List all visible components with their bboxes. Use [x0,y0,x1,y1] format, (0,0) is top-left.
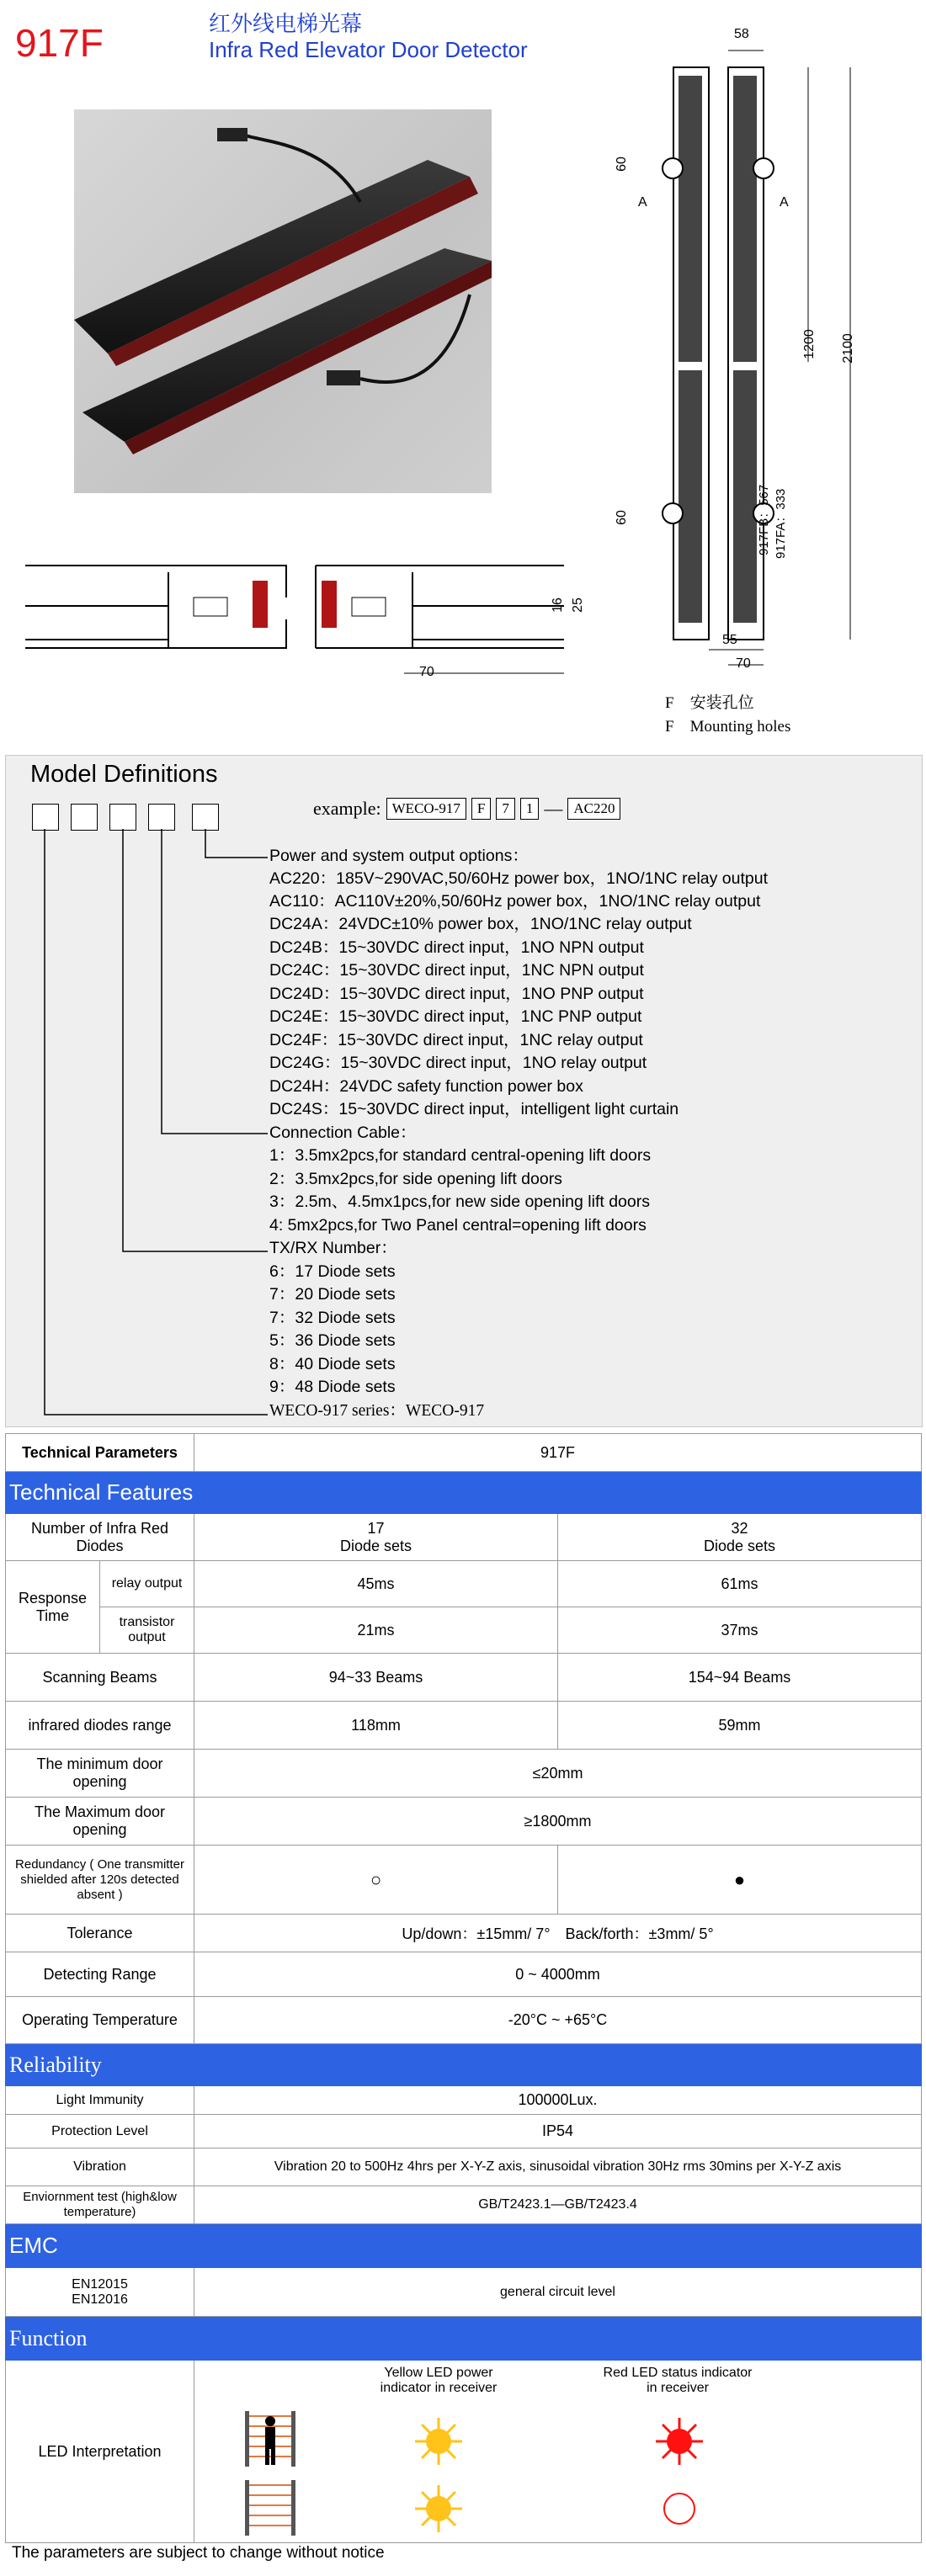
diodes-col-2-num: 32 [731,1519,748,1537]
emc-label-1: EN12015 [72,2276,128,2292]
code-box-3 [109,804,136,831]
definition-line: WECO-917 series：WECO-917 [269,1402,485,1420]
model-code: 917F [15,21,104,65]
transistor-value-2: 37ms [558,1607,922,1654]
diodes-col-1-unit: Diode sets [339,1537,412,1554]
title-english: Infra Red Elevator Door Detector [209,37,528,62]
dim-a-right: A [780,195,789,210]
dim-60-top: 60 [614,157,629,172]
spec-table [5,1433,922,2543]
clear-beam-icon [245,2478,295,2537]
legend-en: F Mounting holes [665,718,791,736]
max-door-value: ≥1800mm [194,1798,922,1846]
relay-value-1: 45ms [194,1561,558,1607]
drawing-legend [665,692,790,739]
protection-level-label: Protection Level [6,2115,194,2148]
example-code: example: WECO-917 F 7 1 — AC220 [313,798,620,820]
detecting-range-label: Detecting Range [6,1952,194,1997]
example-label: example: [313,798,381,819]
tech-params-label: Technical Parameters [6,1434,194,1472]
diodes-col-2 [558,1514,922,1561]
product-photo [74,109,492,493]
light-immunity-value: 100000Lux. [194,2086,922,2115]
section-emc: EMC [6,2224,922,2268]
emc-label [6,2268,194,2317]
operating-temp-label: Operating Temperature [6,1997,194,2044]
definition-line: DC24A：24VDC±10% power box，1NO/1NC relay output [269,915,692,933]
dim-2100: 2100 [840,333,855,364]
code-box-5 [192,804,219,831]
redundancy-value-1: ○ [194,1846,558,1915]
min-door-label: The minimum door opening [6,1750,194,1798]
definition-line: DC24S：15~30VDC direct input，intelligent light curtain [269,1100,679,1118]
red-led-off-icon [656,2485,703,2532]
dim-25: 25 [570,598,585,613]
diodes-col-1-num: 17 [367,1519,385,1537]
emc-value: general circuit level [194,2268,922,2317]
definition-line: 9：48 Diode sets [269,1378,396,1396]
definition-line: 5：36 Diode sets [269,1331,396,1350]
yellow-led-header: Yellow LED power indicator in receiver [380,2366,498,2395]
vibration-label: Vibration [6,2148,194,2186]
definition-line: TX/RX Number： [269,1239,397,1257]
example-power: AC220 [567,798,620,820]
definition-line: Power and system output options： [269,847,529,865]
dim-917fb: 917FB：567 [757,484,771,555]
definition-line: DC24G：15~30VDC direct input，1NO relay output [269,1054,647,1072]
redundancy-value-2: ● [558,1846,922,1915]
dim-70-section: 70 [419,665,434,679]
code-box-4 [148,804,175,831]
emc-label-2: EN12016 [72,2292,128,2307]
dim-70-side: 70 [736,656,751,671]
definition-line: 7：20 Diode sets [269,1285,396,1304]
diode-range-label: infrared diodes range [6,1702,194,1750]
dim-a-left: A [638,195,647,210]
section-function: Function [6,2317,922,2361]
dim-1200: 1200 [801,329,817,359]
transistor-output-label: transistor output [100,1607,194,1654]
definition-line: DC24E：15~30VDC direct input，1NC PNP output [269,1007,642,1026]
scanning-beams-2: 154~94 Beams [558,1654,922,1702]
scanning-beams-1: 94~33 Beams [194,1654,558,1702]
definition-line: AC110：AC110V±20%,50/60Hz power box，1NO/1NC relay output [269,892,761,911]
definition-line: AC220：185V~290VAC,50/60Hz power box，1NO/1NC relay output [269,869,769,888]
definition-line: 3：2.5m、4.5mx1pcs,for new side opening lift doors [269,1192,650,1211]
title-chinese: 红外线电梯光幕 [209,11,363,36]
definition-line: 7：32 Diode sets [269,1309,396,1327]
yellow-led-on-icon [415,2418,462,2465]
redundancy-label: Redundancy ( One transmitter shielded after 120s detected absent ) [6,1846,194,1915]
dim-917fa: 917FA：333 [774,488,788,559]
response-time-label: Response Time [6,1561,100,1654]
max-door-label: The Maximum door opening [6,1798,194,1846]
person-in-beam-icon [245,2409,295,2468]
dim-58: 58 [734,27,749,41]
dim-60-bottom: 60 [614,510,629,525]
scanning-beams-label: Scanning Beams [6,1654,194,1702]
definition-line: 1：3.5mx2pcs,for standard central-opening lift doors [269,1146,652,1165]
led-interpretation-label: LED Interpretation [6,2361,194,2543]
example-txrx: 7 [496,798,515,820]
model-definitions-title: Model Definitions [30,761,218,788]
legend-cn: F 安装孔位 [665,694,754,712]
red-led-header: Red LED status indicator in receiver [603,2366,753,2395]
section-technical-features: Technical Features [6,1472,922,1514]
definition-line: DC24D：15~30VDC direct input，1NO PNP output [269,985,644,1003]
definition-line: 6：17 Diode sets [269,1262,396,1281]
example-f: F [471,798,491,820]
definition-line: DC24C：15~30VDC direct input，1NC NPN output [269,961,644,980]
diodes-col-1 [194,1514,558,1561]
definition-line: 2：3.5mx2pcs,for side opening lift doors [269,1170,562,1188]
definition-line: DC24F：15~30VDC direct input，1NC relay output [269,1031,643,1049]
red-led-on-icon [656,2418,703,2465]
vibration-value: Vibration 20 to 500Hz 4hrs per X-Y-Z axis, sinusoidal vibration 30Hz rms 30mins per X-Y-Z axis [194,2148,922,2186]
definition-line: 4: 5mx2pcs,for Two Panel central=opening lift doors [269,1216,647,1235]
detecting-range-value: 0 ~ 4000mm [194,1952,922,1997]
yellow-led-on-icon [415,2485,462,2532]
elevation-drawing [606,17,859,682]
definition-line: DC24B：15~30VDC direct input，1NO NPN output [269,938,644,957]
definition-leader-lines [0,829,286,1418]
protection-level-value: IP54 [194,2115,922,2148]
light-immunity-label: Light Immunity [6,2086,194,2115]
dim-55: 55 [722,633,737,647]
environment-test-label: Enviornment test (high&low temperature) [6,2186,194,2224]
led-interpretation-cell [194,2361,922,2543]
tolerance-value: Up/down：±15mm/ 7° Back/forth：±3mm/ 5° [194,1915,922,1952]
transistor-value-1: 21ms [194,1607,558,1654]
example-cable: 1 [520,798,540,820]
environment-test-value: GB/T2423.1—GB/T2423.4 [194,2186,922,2224]
diode-range-2: 59mm [558,1702,922,1750]
relay-value-2: 61ms [558,1561,922,1607]
tolerance-label: Tolerance [6,1915,194,1952]
dim-16: 16 [550,598,565,613]
footer-note: The parameters are subject to change without notice [12,2544,385,2562]
code-box-2 [71,804,98,831]
operating-temp-value: -20°C ~ +65°C [194,1997,922,2044]
section-reliability: Reliability [6,2044,922,2086]
tech-params-value: 917F [194,1434,922,1472]
definition-line: 8：40 Diode sets [269,1355,396,1373]
example-series: WECO-917 [386,798,466,820]
relay-output-label: relay output [100,1561,194,1607]
diode-range-1: 118mm [194,1702,558,1750]
definition-line: DC24H：24VDC safety function power box [269,1077,583,1096]
diodes-col-2-unit: Diode sets [703,1537,776,1554]
diodes-label: Number of Infra Red Diodes [6,1514,194,1561]
min-door-value: ≤20mm [194,1750,922,1798]
code-box-1 [32,804,59,831]
definition-line: Connection Cable： [269,1123,417,1142]
cross-section-drawing [17,555,606,690]
